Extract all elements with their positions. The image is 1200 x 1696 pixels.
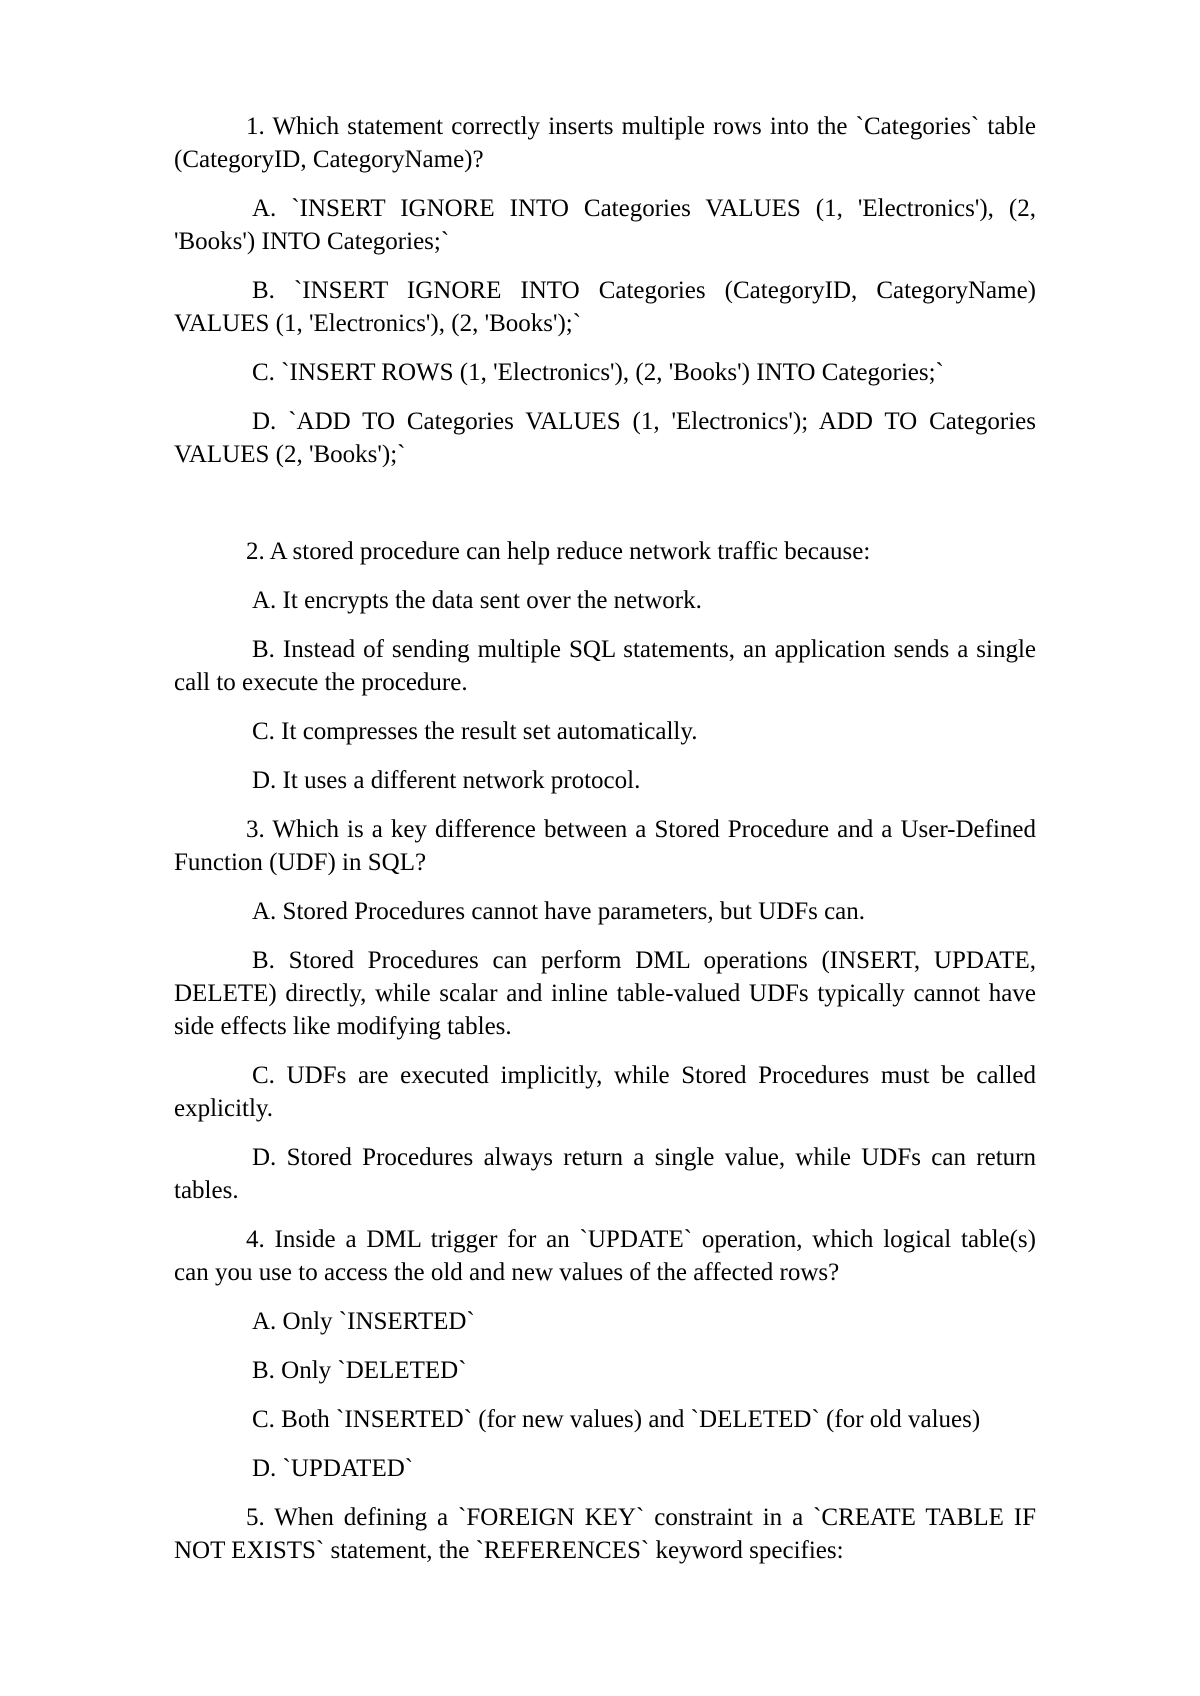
question-2-option-d: D. It uses a different network protocol. [252, 767, 641, 794]
question-4-option-b: B. Only `DELETED` [252, 1357, 467, 1384]
question-5-stem: 5. When defining a `FOREIGN KEY` constraint in a `CREATE TABLE IF NOT EXISTS` statement, the `REFERENCES` keyword specifies: [174, 1504, 1036, 1564]
question-3-option-c: C. UDFs are executed implicitly, while Stored Procedures must be called explicitly. [174, 1062, 1036, 1122]
question-3-option-d: D. Stored Procedures always return a single value, while UDFs can return tables. [174, 1144, 1036, 1204]
question-3-option-a: A. Stored Procedures cannot have parameters, but UDFs can. [252, 898, 866, 925]
question-4-option-a: A. Only `INSERTED` [252, 1308, 475, 1335]
question-2-stem: 2. A stored procedure can help reduce network traffic because: [246, 538, 871, 565]
question-4-option-d: D. `UPDATED` [252, 1455, 414, 1482]
question-1-option-d: D. `ADD TO Categories VALUES (1, 'Electronics'); ADD TO Categories VALUES (2, 'Books');` [174, 408, 1036, 468]
question-1-option-c: C. `INSERT ROWS (1, 'Electronics'), (2, 'Books') INTO Categories;` [252, 359, 944, 386]
question-4-stem: 4. Inside a DML trigger for an `UPDATE` operation, which logical table(s) can you use to access the old and new values of the affected rows? [174, 1226, 1036, 1286]
question-1-option-a: A. `INSERT IGNORE INTO Categories VALUES (1, 'Electronics'), (2, 'Books') INTO Categories;` [174, 195, 1036, 255]
question-2-option-b: B. Instead of sending multiple SQL statements, an application sends a single call to execute the procedure. [174, 636, 1036, 696]
question-1-option-b: B. `INSERT IGNORE INTO Categories (CategoryID, CategoryName) VALUES (1, 'Electronics'), (2, 'Books');` [174, 277, 1036, 337]
question-list [174, 110, 1036, 1583]
question-2-option-c: C. It compresses the result set automatically. [252, 718, 698, 745]
question-3-option-b: B. Stored Procedures can perform DML operations (INSERT, UPDATE, DELETE) directly, while scalar and inline table-valued UDFs typically cannot have side effects like modifying tables. [174, 947, 1036, 1040]
question-2-option-a: A. It encrypts the data sent over the network. [252, 587, 702, 614]
question-3-stem: 3. Which is a key difference between a Stored Procedure and a User-Defined Function (UDF) in SQL? [174, 816, 1036, 876]
question-4-option-c: C. Both `INSERTED` (for new values) and `DELETED` (for old values) [252, 1406, 981, 1433]
question-1-stem: 1. Which statement correctly inserts multiple rows into the `Categories` table (CategoryID, CategoryName)? [174, 113, 1036, 173]
